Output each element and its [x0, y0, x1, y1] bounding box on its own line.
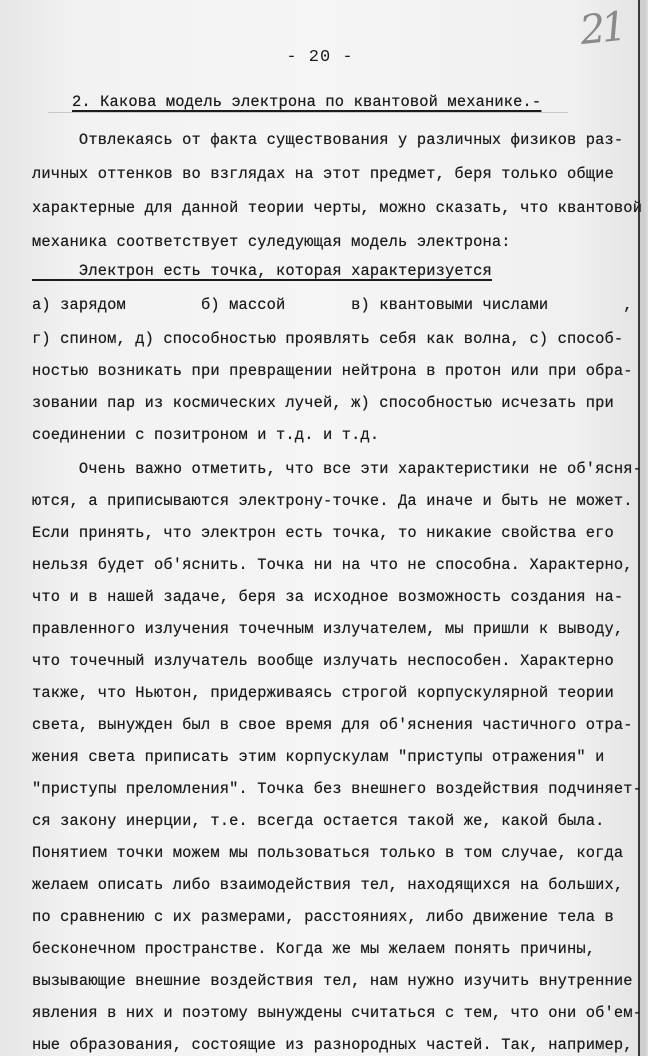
- handwritten-page-mark: 21: [577, 3, 626, 55]
- text-line: явления в них и поэтому вынуждены считаться с тем, что они об'ем-: [32, 1004, 643, 1022]
- text-line: нельзя будет об'яснить. Точка ни на что не способна. Характерно,: [32, 556, 633, 574]
- list-line: ностью возникать при превращении нейтрона в протон или при обра-: [32, 362, 633, 380]
- text-line: Если принять, что электрон есть точка, то никакие свойства его: [32, 524, 614, 542]
- page-edge: [640, 0, 646, 1056]
- text-line: "приступы преломления". Точка без внешнего воздействия подчиняет-: [32, 780, 643, 798]
- text-line: что точечный излучатель вообще излучать неспособен. Характерно: [32, 652, 614, 670]
- section-heading: 2. Какова модель электрона по квантовой механике.-: [72, 93, 542, 111]
- text-line: личных оттенков во взглядах на этот предмет, беря только общие: [32, 165, 614, 183]
- text-line: желаем описать либо взаимодействия тел, находящихся на больших,: [32, 876, 624, 894]
- text-line: ются, а приписываются электрону-точке. Да иначе и быть не может.: [32, 492, 633, 510]
- text-line: характерные для данной теории черты, можно сказать, что квантовой: [32, 199, 643, 217]
- list-line: г) спином, д) способностью проявлять себя как волна, с) способ-: [32, 330, 624, 348]
- text-line: вызывающие внешние воздействия тел, нам нужно изучить внутренние: [32, 972, 633, 990]
- list-line: соединении с позитроном и т.д. и т.д.: [32, 426, 380, 444]
- list-line: а) зарядом б) массой в) квантовыми числами ,: [32, 296, 633, 314]
- list-line: зовании пар из космических лучей, ж) способностью исчезать при: [32, 394, 614, 412]
- text-line: по сравнению с их размерами, расстояниях, либо движение тела в: [32, 908, 614, 926]
- text-line: также, что Ньютон, придерживаясь строгой корпускулярной теории: [32, 684, 614, 702]
- text-line: ся закону инерции, т.е. всегда остается такой же, какой была.: [32, 812, 605, 830]
- page-number: - 20 -: [286, 48, 354, 67]
- text-line: ные образования, состоящие из разнородных частей. Так, например,: [32, 1036, 633, 1054]
- text-line: Очень важно отметить, что все эти характеристики не об'ясня-: [32, 460, 643, 478]
- text-line: света, вынужден был в свое время для об'яснения частичного отра-: [32, 716, 633, 734]
- faint-rule: [48, 112, 568, 113]
- text-line: жения света приписать этим корпускулам "приступы отражения" и: [32, 748, 605, 766]
- text-line: что и в нашей задаче, беря за исходное возможность создания на-: [32, 588, 624, 606]
- text-line-underlined: Электрон есть точка, которая характеризуется: [32, 262, 492, 280]
- text-line: правленного излучения точечным излучателем, мы пришли к выводу,: [32, 620, 624, 638]
- text-line: механика соответствует суледующая модель электрона:: [32, 233, 511, 251]
- text-line: Понятием точки можем мы пользоваться только в том случае, когда: [32, 844, 624, 862]
- text-line: Отвлекаясь от факта существования у различных физиков раз-: [32, 131, 624, 149]
- text-line: бесконечном пространстве. Когда же мы желаем понять причины,: [32, 940, 596, 958]
